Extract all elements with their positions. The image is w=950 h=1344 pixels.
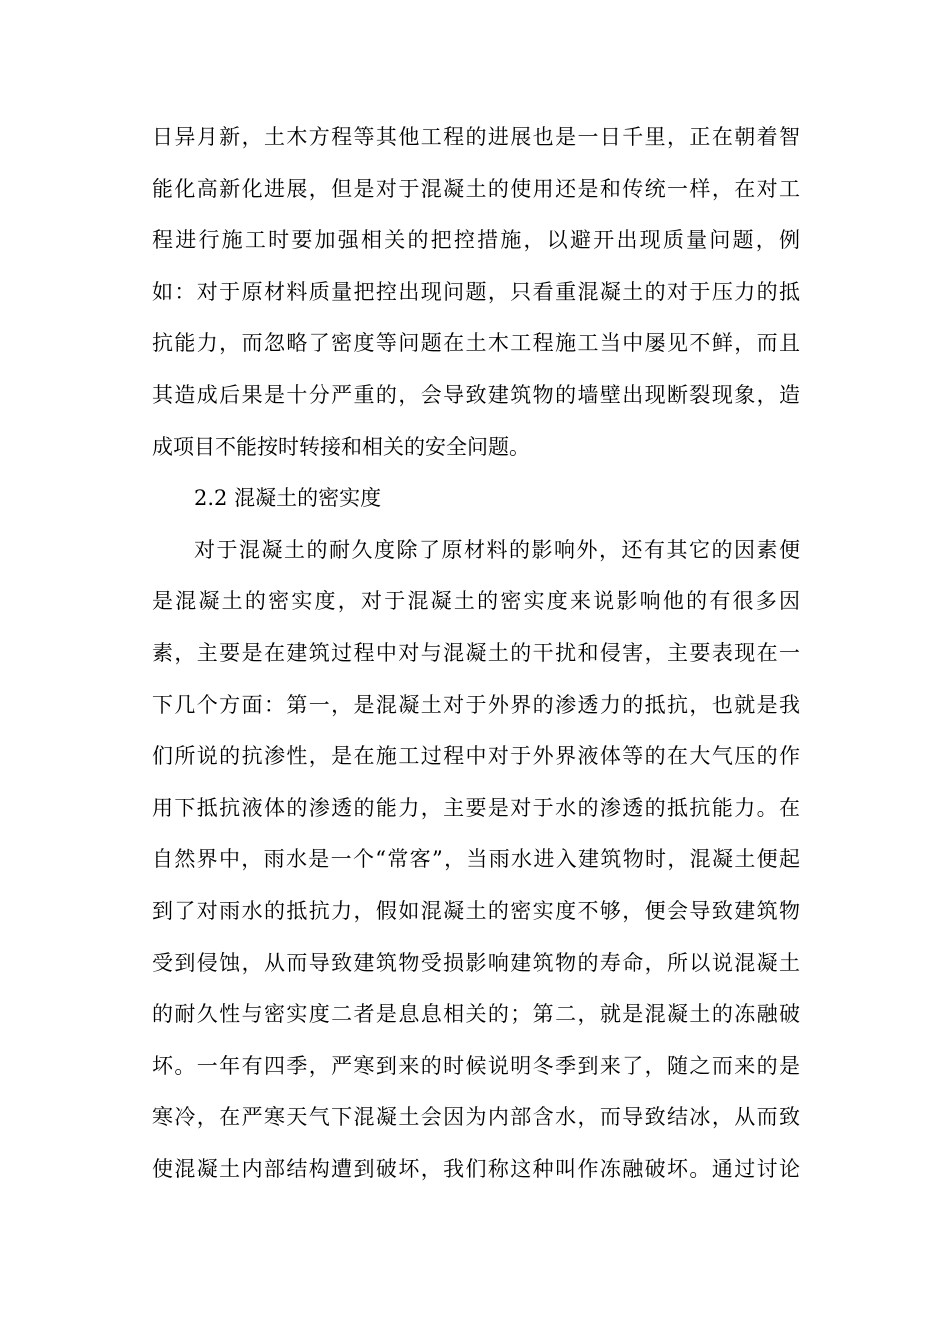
text-line: 寒冷，在严寒天气下混凝土会因为内部含水，而导致结冰，从而致 xyxy=(152,1105,800,1130)
paragraph-1 xyxy=(152,112,800,473)
text-line: 自然界中，雨水是一个“常客”，当雨水进入建筑物时，混凝土便起 xyxy=(152,847,800,872)
text-line: 能化高新化进展，但是对于混凝土的使用还是和传统一样，在对工 xyxy=(152,176,800,201)
text-line: 对于混凝土的耐久度除了原材料的影响外，还有其它的因素便 xyxy=(194,537,800,562)
text-line: 下几个方面：第一，是混凝土对于外界的渗透力的抵抗，也就是我 xyxy=(152,692,800,717)
text-line: 程进行施工时要加强相关的把控措施，以避开出现质量问题，例 xyxy=(152,228,800,253)
paragraph-2 xyxy=(152,525,800,1196)
text-line: 是混凝土的密实度，对于混凝土的密实度来说影响他的有很多因 xyxy=(152,589,800,614)
text-line: 如：对于原材料质量把控出现问题，只看重混凝土的对于压力的抵 xyxy=(152,279,800,304)
text-line: 使混凝土内部结构遭到破坏，我们称这种叫作冻融破坏。通过讨论 xyxy=(152,1156,800,1181)
text-line: 坏。一年有四季，严寒到来的时候说明冬季到来了，随之而来的是 xyxy=(152,1053,800,1078)
text-line: 到了对雨水的抵抗力，假如混凝土的密实度不够，便会导致建筑物 xyxy=(152,898,800,923)
text-line: 其造成后果是十分严重的，会导致建筑物的墙壁出现断裂现象，造 xyxy=(152,382,800,407)
text-line: 受到侵蚀，从而导致建筑物受损影响建筑物的寿命，所以说混凝土 xyxy=(152,950,800,975)
text-line: 用下抵抗液体的渗透的能力，主要是对于水的渗透的抵抗能力。在 xyxy=(152,795,800,820)
text-line: 抗能力，而忽略了密度等问题在土木工程施工当中屡见不鲜，而且 xyxy=(152,331,800,356)
text-line: 日异月新，土木方程等其他工程的进展也是一日千里，正在朝着智 xyxy=(152,125,800,149)
document-body xyxy=(152,112,800,1195)
section-heading: 2.2 混凝土的密实度 xyxy=(194,486,382,511)
text-line: 们所说的抗渗性，是在施工过程中对于外界液体等的在大气压的作 xyxy=(152,744,800,769)
text-line: 成项目不能按时转接和相关的安全问题。 xyxy=(152,434,530,459)
text-line: 的耐久性与密实度二者是息息相关的；第二，就是混凝土的冻融破 xyxy=(152,1002,800,1027)
text-line: 素，主要是在建筑过程中对与混凝土的干扰和侵害，主要表现在一 xyxy=(152,640,800,665)
